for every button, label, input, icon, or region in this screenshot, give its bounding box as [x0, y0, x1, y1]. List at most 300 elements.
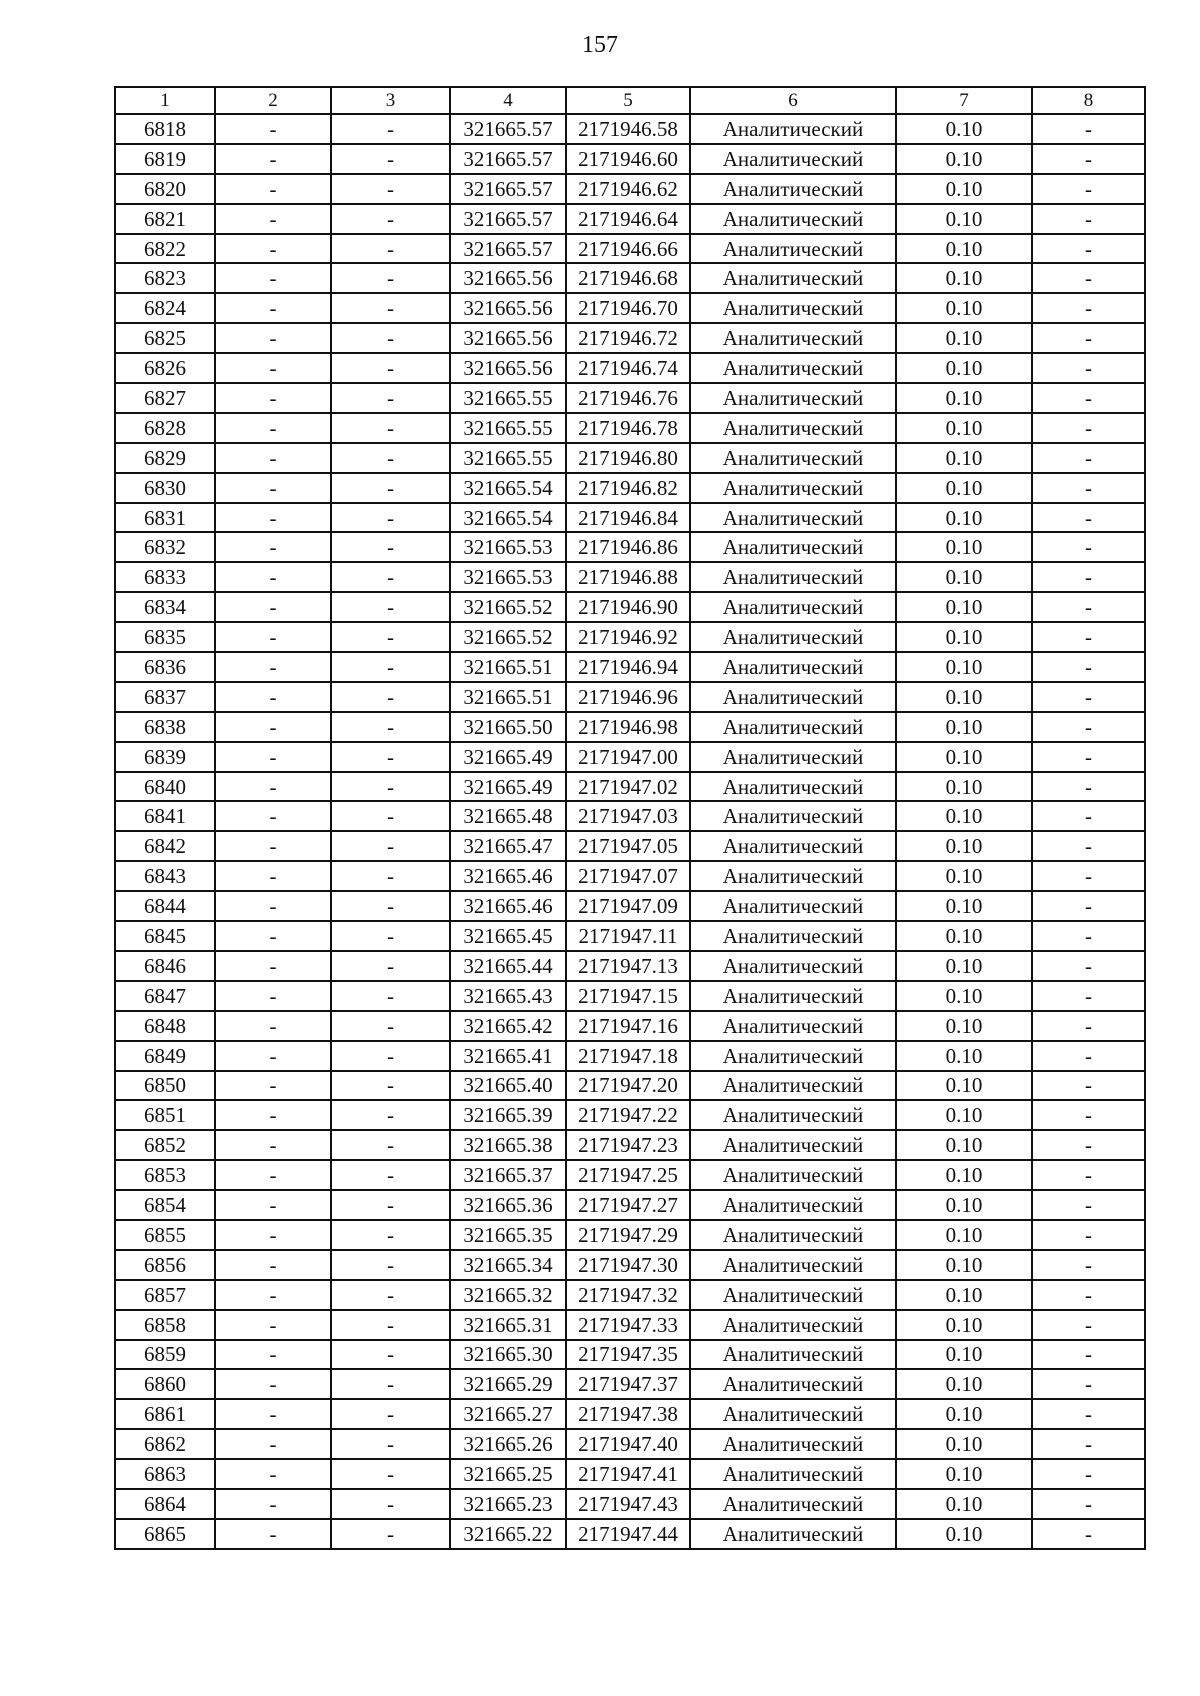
cell-col-8: - — [1032, 981, 1145, 1011]
table-row — [115, 682, 1145, 712]
cell-method: Аналитический — [690, 742, 896, 772]
cell-col-3: - — [331, 562, 450, 592]
cell-coord-y: 2171947.16 — [566, 1011, 690, 1041]
cell-col-2: - — [215, 532, 331, 562]
table-row — [115, 114, 1145, 144]
cell-coord-y: 2171946.76 — [566, 383, 690, 413]
cell-accuracy: 0.10 — [896, 682, 1032, 712]
cell-method: Аналитический — [690, 981, 896, 1011]
cell-coord-y: 2171947.20 — [566, 1071, 690, 1101]
cell-coord-x: 321665.29 — [450, 1369, 566, 1399]
cell-col-3: - — [331, 443, 450, 473]
table-row — [115, 532, 1145, 562]
table-row — [115, 1369, 1145, 1399]
cell-point-number: 6823 — [115, 263, 215, 293]
table-row — [115, 1160, 1145, 1190]
cell-coord-x: 321665.57 — [450, 114, 566, 144]
cell-coord-y: 2171947.07 — [566, 861, 690, 891]
cell-point-number: 6843 — [115, 861, 215, 891]
cell-col-3: - — [331, 1160, 450, 1190]
cell-col-8: - — [1032, 234, 1145, 264]
cell-col-8: - — [1032, 1369, 1145, 1399]
cell-col-3: - — [331, 1220, 450, 1250]
cell-accuracy: 0.10 — [896, 1310, 1032, 1340]
cell-coord-y: 2171946.72 — [566, 323, 690, 353]
cell-col-3: - — [331, 1041, 450, 1071]
cell-coord-y: 2171947.11 — [566, 921, 690, 951]
cell-point-number: 6858 — [115, 1310, 215, 1340]
cell-col-3: - — [331, 174, 450, 204]
cell-col-8: - — [1032, 891, 1145, 921]
table-row — [115, 204, 1145, 234]
cell-method: Аналитический — [690, 1160, 896, 1190]
cell-col-3: - — [331, 263, 450, 293]
cell-col-8: - — [1032, 323, 1145, 353]
column-header-4: 4 — [450, 87, 566, 114]
cell-method: Аналитический — [690, 652, 896, 682]
cell-col-8: - — [1032, 1220, 1145, 1250]
cell-col-2: - — [215, 1369, 331, 1399]
cell-coord-x: 321665.27 — [450, 1399, 566, 1429]
table-row — [115, 1041, 1145, 1071]
cell-col-3: - — [331, 204, 450, 234]
cell-point-number: 6835 — [115, 622, 215, 652]
table-row — [115, 353, 1145, 383]
cell-col-2: - — [215, 1399, 331, 1429]
cell-col-8: - — [1032, 1190, 1145, 1220]
cell-coord-x: 321665.32 — [450, 1280, 566, 1310]
cell-method: Аналитический — [690, 1130, 896, 1160]
cell-method: Аналитический — [690, 1459, 896, 1489]
cell-method: Аналитический — [690, 293, 896, 323]
cell-col-2: - — [215, 1220, 331, 1250]
table-row — [115, 503, 1145, 533]
cell-col-8: - — [1032, 1310, 1145, 1340]
cell-col-2: - — [215, 562, 331, 592]
cell-col-2: - — [215, 622, 331, 652]
cell-point-number: 6864 — [115, 1489, 215, 1519]
cell-method: Аналитический — [690, 204, 896, 234]
cell-col-2: - — [215, 114, 331, 144]
table-row — [115, 1190, 1145, 1220]
cell-col-3: - — [331, 682, 450, 712]
cell-col-2: - — [215, 503, 331, 533]
table-row — [115, 1100, 1145, 1130]
cell-col-2: - — [215, 1519, 331, 1549]
cell-accuracy: 0.10 — [896, 383, 1032, 413]
cell-col-8: - — [1032, 1280, 1145, 1310]
cell-coord-y: 2171946.96 — [566, 682, 690, 712]
cell-point-number: 6826 — [115, 353, 215, 383]
cell-col-3: - — [331, 831, 450, 861]
cell-coord-y: 2171947.03 — [566, 801, 690, 831]
table-row — [115, 234, 1145, 264]
table-row — [115, 443, 1145, 473]
column-header-1: 1 — [115, 87, 215, 114]
cell-coord-x: 321665.49 — [450, 772, 566, 802]
cell-coord-y: 2171947.27 — [566, 1190, 690, 1220]
cell-col-2: - — [215, 652, 331, 682]
column-header-2: 2 — [215, 87, 331, 114]
cell-coord-y: 2171947.32 — [566, 1280, 690, 1310]
cell-accuracy: 0.10 — [896, 144, 1032, 174]
table-row — [115, 413, 1145, 443]
cell-col-2: - — [215, 742, 331, 772]
cell-coord-y: 2171947.15 — [566, 981, 690, 1011]
cell-coord-y: 2171947.02 — [566, 772, 690, 802]
cell-coord-y: 2171946.80 — [566, 443, 690, 473]
cell-accuracy: 0.10 — [896, 652, 1032, 682]
cell-accuracy: 0.10 — [896, 622, 1032, 652]
cell-col-3: - — [331, 234, 450, 264]
cell-accuracy: 0.10 — [896, 114, 1032, 144]
cell-coord-x: 321665.55 — [450, 443, 566, 473]
cell-coord-x: 321665.47 — [450, 831, 566, 861]
table-row — [115, 1519, 1145, 1549]
cell-coord-y: 2171947.35 — [566, 1340, 690, 1370]
cell-coord-y: 2171946.58 — [566, 114, 690, 144]
cell-method: Аналитический — [690, 1250, 896, 1280]
cell-col-2: - — [215, 413, 331, 443]
cell-method: Аналитический — [690, 1220, 896, 1250]
cell-coord-y: 2171947.23 — [566, 1130, 690, 1160]
cell-col-2: - — [215, 1489, 331, 1519]
cell-point-number: 6851 — [115, 1100, 215, 1130]
cell-accuracy: 0.10 — [896, 263, 1032, 293]
cell-col-8: - — [1032, 413, 1145, 443]
cell-col-8: - — [1032, 293, 1145, 323]
cell-point-number: 6830 — [115, 473, 215, 503]
cell-point-number: 6822 — [115, 234, 215, 264]
cell-coord-y: 2171947.41 — [566, 1459, 690, 1489]
cell-coord-y: 2171946.94 — [566, 652, 690, 682]
cell-coord-x: 321665.46 — [450, 861, 566, 891]
cell-coord-y: 2171947.05 — [566, 831, 690, 861]
cell-method: Аналитический — [690, 1190, 896, 1220]
cell-accuracy: 0.10 — [896, 891, 1032, 921]
cell-coord-y: 2171946.60 — [566, 144, 690, 174]
cell-accuracy: 0.10 — [896, 1011, 1032, 1041]
cell-col-2: - — [215, 1310, 331, 1340]
cell-col-8: - — [1032, 443, 1145, 473]
cell-coord-y: 2171946.64 — [566, 204, 690, 234]
cell-col-8: - — [1032, 174, 1145, 204]
table-row — [115, 772, 1145, 802]
cell-point-number: 6829 — [115, 443, 215, 473]
cell-col-3: - — [331, 861, 450, 891]
cell-col-2: - — [215, 204, 331, 234]
cell-point-number: 6825 — [115, 323, 215, 353]
cell-col-8: - — [1032, 712, 1145, 742]
cell-coord-x: 321665.22 — [450, 1519, 566, 1549]
cell-col-3: - — [331, 1250, 450, 1280]
cell-accuracy: 0.10 — [896, 293, 1032, 323]
cell-method: Аналитический — [690, 473, 896, 503]
cell-col-2: - — [215, 1100, 331, 1130]
table-row — [115, 174, 1145, 204]
cell-method: Аналитический — [690, 861, 896, 891]
cell-col-3: - — [331, 503, 450, 533]
cell-col-2: - — [215, 1280, 331, 1310]
cell-col-3: - — [331, 1190, 450, 1220]
cell-col-3: - — [331, 413, 450, 443]
cell-method: Аналитический — [690, 1071, 896, 1101]
cell-method: Аналитический — [690, 921, 896, 951]
cell-col-8: - — [1032, 562, 1145, 592]
cell-coord-x: 321665.35 — [450, 1220, 566, 1250]
table-row — [115, 473, 1145, 503]
cell-coord-x: 321665.49 — [450, 742, 566, 772]
page-number: 157 — [582, 32, 618, 58]
cell-method: Аналитический — [690, 443, 896, 473]
cell-coord-y: 2171947.25 — [566, 1160, 690, 1190]
cell-method: Аналитический — [690, 263, 896, 293]
cell-method: Аналитический — [690, 1369, 896, 1399]
cell-method: Аналитический — [690, 383, 896, 413]
cell-col-2: - — [215, 1459, 331, 1489]
cell-method: Аналитический — [690, 1100, 896, 1130]
cell-col-8: - — [1032, 353, 1145, 383]
cell-accuracy: 0.10 — [896, 1489, 1032, 1519]
cell-col-3: - — [331, 473, 450, 503]
cell-accuracy: 0.10 — [896, 1519, 1032, 1549]
cell-point-number: 6862 — [115, 1429, 215, 1459]
cell-coord-y: 2171947.37 — [566, 1369, 690, 1399]
cell-method: Аналитический — [690, 1011, 896, 1041]
cell-method: Аналитический — [690, 503, 896, 533]
cell-col-3: - — [331, 1399, 450, 1429]
table-row — [115, 1429, 1145, 1459]
table-row — [115, 1399, 1145, 1429]
cell-col-2: - — [215, 1130, 331, 1160]
cell-col-2: - — [215, 323, 331, 353]
cell-point-number: 6832 — [115, 532, 215, 562]
cell-method: Аналитический — [690, 144, 896, 174]
cell-col-3: - — [331, 1519, 450, 1549]
cell-col-8: - — [1032, 592, 1145, 622]
cell-col-3: - — [331, 532, 450, 562]
cell-point-number: 6849 — [115, 1041, 215, 1071]
cell-accuracy: 0.10 — [896, 1160, 1032, 1190]
cell-col-2: - — [215, 1160, 331, 1190]
cell-col-8: - — [1032, 1011, 1145, 1041]
cell-col-8: - — [1032, 1489, 1145, 1519]
cell-method: Аналитический — [690, 114, 896, 144]
cell-col-3: - — [331, 891, 450, 921]
cell-coord-y: 2171947.09 — [566, 891, 690, 921]
cell-coord-x: 321665.56 — [450, 263, 566, 293]
cell-accuracy: 0.10 — [896, 413, 1032, 443]
cell-col-2: - — [215, 1429, 331, 1459]
cell-col-3: - — [331, 742, 450, 772]
cell-coord-x: 321665.25 — [450, 1459, 566, 1489]
cell-coord-x: 321665.30 — [450, 1340, 566, 1370]
cell-col-8: - — [1032, 1340, 1145, 1370]
cell-col-3: - — [331, 1429, 450, 1459]
cell-accuracy: 0.10 — [896, 1041, 1032, 1071]
cell-col-3: - — [331, 1011, 450, 1041]
column-header-6: 6 — [690, 87, 896, 114]
cell-col-8: - — [1032, 503, 1145, 533]
cell-accuracy: 0.10 — [896, 204, 1032, 234]
cell-point-number: 6861 — [115, 1399, 215, 1429]
cell-col-3: - — [331, 144, 450, 174]
cell-method: Аналитический — [690, 562, 896, 592]
cell-col-8: - — [1032, 263, 1145, 293]
cell-col-3: - — [331, 652, 450, 682]
cell-coord-x: 321665.46 — [450, 891, 566, 921]
cell-coord-y: 2171946.74 — [566, 353, 690, 383]
cell-point-number: 6836 — [115, 652, 215, 682]
cell-col-8: - — [1032, 1429, 1145, 1459]
cell-method: Аналитический — [690, 951, 896, 981]
cell-coord-x: 321665.57 — [450, 144, 566, 174]
table-row — [115, 652, 1145, 682]
cell-coord-x: 321665.57 — [450, 234, 566, 264]
cell-col-3: - — [331, 293, 450, 323]
cell-coord-y: 2171946.92 — [566, 622, 690, 652]
cell-coord-y: 2171947.43 — [566, 1489, 690, 1519]
cell-accuracy: 0.10 — [896, 831, 1032, 861]
cell-col-2: - — [215, 174, 331, 204]
cell-coord-y: 2171947.22 — [566, 1100, 690, 1130]
table-row — [115, 1071, 1145, 1101]
table-row — [115, 323, 1145, 353]
cell-col-8: - — [1032, 921, 1145, 951]
cell-point-number: 6841 — [115, 801, 215, 831]
cell-coord-x: 321665.34 — [450, 1250, 566, 1280]
cell-accuracy: 0.10 — [896, 921, 1032, 951]
cell-col-8: - — [1032, 144, 1145, 174]
cell-accuracy: 0.10 — [896, 234, 1032, 264]
cell-point-number: 6853 — [115, 1160, 215, 1190]
cell-col-8: - — [1032, 1459, 1145, 1489]
cell-col-2: - — [215, 1190, 331, 1220]
cell-col-2: - — [215, 1250, 331, 1280]
cell-col-3: - — [331, 1340, 450, 1370]
cell-coord-x: 321665.37 — [450, 1160, 566, 1190]
cell-coord-x: 321665.51 — [450, 652, 566, 682]
cell-coord-y: 2171947.30 — [566, 1250, 690, 1280]
cell-coord-x: 321665.54 — [450, 503, 566, 533]
cell-col-2: - — [215, 1041, 331, 1071]
cell-coord-x: 321665.53 — [450, 562, 566, 592]
cell-col-8: - — [1032, 951, 1145, 981]
cell-col-3: - — [331, 622, 450, 652]
cell-col-3: - — [331, 383, 450, 413]
cell-point-number: 6847 — [115, 981, 215, 1011]
cell-col-8: - — [1032, 742, 1145, 772]
table-row — [115, 1011, 1145, 1041]
cell-col-8: - — [1032, 1250, 1145, 1280]
cell-coord-y: 2171946.84 — [566, 503, 690, 533]
cell-coord-x: 321665.40 — [450, 1071, 566, 1101]
cell-method: Аналитический — [690, 1340, 896, 1370]
table-row — [115, 592, 1145, 622]
cell-coord-x: 321665.52 — [450, 592, 566, 622]
cell-accuracy: 0.10 — [896, 532, 1032, 562]
cell-col-2: - — [215, 682, 331, 712]
cell-col-2: - — [215, 951, 331, 981]
cell-accuracy: 0.10 — [896, 353, 1032, 383]
cell-coord-x: 321665.57 — [450, 174, 566, 204]
cell-point-number: 6857 — [115, 1280, 215, 1310]
cell-coord-y: 2171946.88 — [566, 562, 690, 592]
cell-col-3: - — [331, 1310, 450, 1340]
cell-accuracy: 0.10 — [896, 1071, 1032, 1101]
cell-col-8: - — [1032, 682, 1145, 712]
cell-col-8: - — [1032, 1160, 1145, 1190]
cell-col-8: - — [1032, 532, 1145, 562]
cell-point-number: 6860 — [115, 1369, 215, 1399]
cell-coord-y: 2171946.78 — [566, 413, 690, 443]
table-row — [115, 801, 1145, 831]
cell-coord-y: 2171947.33 — [566, 1310, 690, 1340]
cell-accuracy: 0.10 — [896, 1250, 1032, 1280]
cell-accuracy: 0.10 — [896, 1459, 1032, 1489]
cell-coord-y: 2171946.66 — [566, 234, 690, 264]
cell-coord-x: 321665.41 — [450, 1041, 566, 1071]
cell-accuracy: 0.10 — [896, 801, 1032, 831]
cell-col-8: - — [1032, 114, 1145, 144]
cell-coord-x: 321665.56 — [450, 323, 566, 353]
cell-coord-y: 2171946.70 — [566, 293, 690, 323]
cell-col-2: - — [215, 831, 331, 861]
cell-coord-x: 321665.45 — [450, 921, 566, 951]
cell-coord-y: 2171946.68 — [566, 263, 690, 293]
table-row — [115, 1280, 1145, 1310]
table-row — [115, 622, 1145, 652]
cell-point-number: 6859 — [115, 1340, 215, 1370]
table-row — [115, 1459, 1145, 1489]
cell-point-number: 6824 — [115, 293, 215, 323]
coordinates-table — [114, 86, 1146, 1550]
table-row — [115, 383, 1145, 413]
cell-point-number: 6840 — [115, 772, 215, 802]
cell-point-number: 6834 — [115, 592, 215, 622]
cell-coord-y: 2171946.98 — [566, 712, 690, 742]
cell-accuracy: 0.10 — [896, 772, 1032, 802]
cell-col-2: - — [215, 801, 331, 831]
cell-method: Аналитический — [690, 622, 896, 652]
cell-coord-y: 2171947.13 — [566, 951, 690, 981]
cell-coord-y: 2171946.62 — [566, 174, 690, 204]
cell-col-8: - — [1032, 622, 1145, 652]
cell-col-2: - — [215, 383, 331, 413]
cell-coord-y: 2171947.40 — [566, 1429, 690, 1459]
cell-coord-x: 321665.38 — [450, 1130, 566, 1160]
table-row — [115, 1340, 1145, 1370]
cell-accuracy: 0.10 — [896, 861, 1032, 891]
cell-col-3: - — [331, 1369, 450, 1399]
cell-point-number: 6842 — [115, 831, 215, 861]
cell-col-3: - — [331, 1489, 450, 1519]
cell-point-number: 6865 — [115, 1519, 215, 1549]
cell-point-number: 6863 — [115, 1459, 215, 1489]
cell-point-number: 6833 — [115, 562, 215, 592]
cell-col-2: - — [215, 353, 331, 383]
cell-point-number: 6852 — [115, 1130, 215, 1160]
cell-accuracy: 0.10 — [896, 1340, 1032, 1370]
cell-method: Аналитический — [690, 413, 896, 443]
cell-accuracy: 0.10 — [896, 712, 1032, 742]
cell-col-2: - — [215, 144, 331, 174]
cell-method: Аналитический — [690, 1519, 896, 1549]
table-row — [115, 1220, 1145, 1250]
cell-method: Аналитический — [690, 234, 896, 264]
column-header-8: 8 — [1032, 87, 1145, 114]
cell-col-2: - — [215, 712, 331, 742]
